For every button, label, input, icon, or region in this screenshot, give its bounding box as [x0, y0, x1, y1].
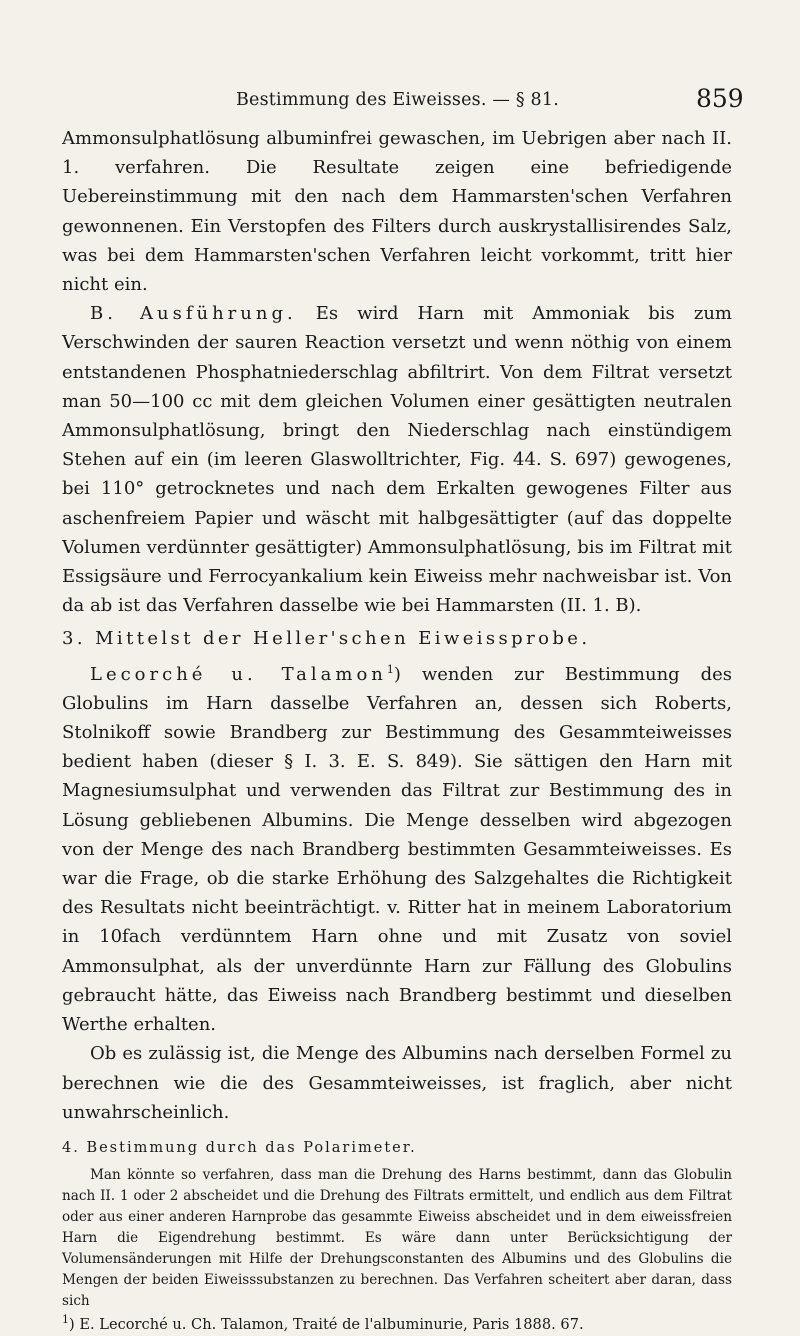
page-body: [62, 124, 732, 1336]
section-heading-3: 3. Mittelst der Heller'schen Eiweissprobe.: [62, 628, 591, 650]
paragraph-ausfuehrung: [62, 299, 732, 620]
paragraph-continuation: Ammonsulphatlösung albuminfrei gewaschen, im Uebrigen aber nach II. 1. verfahren. Die Resultate zeigen eine befriedigende Uebereinstimmung mit den nach dem Hammarsten'schen Verfahren gewonnenen. Ein Verstopfen des Filters durch auskrystallisirendes Salz, was bei dem Hammarsten'schen Verfahren leicht vorkommt, tritt hier nicht ein.: [62, 128, 732, 296]
footnote-text: ) E. Lecorché u. Ch. Talamon, Traité de l'albuminurie, Paris 1888. 67.: [69, 1315, 584, 1333]
author-names: Lecorché u. Talamon: [90, 663, 387, 685]
footnote: [62, 1314, 732, 1336]
paragraph-text: ) wenden zur Bestimmung des Globulins im Harn dasselbe Verfahren an, dessen sich Roberts, Stolnikoff sowie Brandberg zur Bestimmung des Gesammteiweisses bedient haben (dieser § I. 3. E. S. 849). Sie sättigen den Harn mit Magnesiumsulphat und verwenden das Filtrat zur Bestimmung des in Lösung gebliebenen Albumins. Die Menge desselben wird abgezogen von der Menge des nach Brandberg bestimmten Gesammteiweisses. Es war die Frage, ob die starke Erhöhung des Salzgehaltes die Richtigkeit des Resultats nicht beeinträchtigt. v. Ritter hat in meinem Laboratorium in 10fach verdünntem Harn ohne und mit Zusatz von soviel Ammonsulphat, als der unverdünnte Harn zur Fällung des Globulins gebraucht hätte, das Eiweiss nach Brandberg bestimmt und dieselben Werthe erhalten.: [62, 663, 732, 1036]
footnote-ref: 1: [386, 662, 394, 676]
subsection-label: B. Ausführung.: [90, 303, 297, 325]
page-number: 859: [696, 84, 744, 113]
paragraph-polarimeter: Man könnte so verfahren, dass man die Drehung des Harns bestimmt, dann das Globulin nach II. 1 oder 2 abscheidet und die Drehung des Filtrats ermittelt, und endlich aus dem Filtrat oder aus einer anderen Harnprobe das gesammte Eiweiss abscheidet und in dem eiweissfreien Harn die Eigendrehung bestimmt. Es wäre dann unter Berücksichtigung der Volumensänderungen mit Hilfe der Drehungsconstanten des Albumins und des Globulins die Mengen der beiden Eiweisssubstanzen zu berechnen. Das Verfahren scheitert aber daran, dass sich: [62, 1166, 732, 1309]
section-heading-4: 4. Bestimmung durch das Polarimeter.: [62, 1139, 417, 1156]
footnote-mark: 1: [62, 1313, 69, 1327]
running-head: Bestimmung des Eiweisses. — § 81.: [236, 90, 559, 110]
paragraph-text: Es wird Harn mit Ammoniak bis zum Verschwinden der sauren Reaction versetzt und wenn nöthig von einem entstandenen Phosphatniederschlag abfiltrirt. Von dem Filtrat versetzt man 50—100 cc mit dem gleichen Volumen einer gesättigten neutralen Ammonsulphatlösung, bringt den Niederschlag nach einstündigem Stehen auf ein (im leeren Glaswolltrichter, Fig. 44. S. 697) gewogenes, bei 110° getrocknetes und nach dem Erkalten gewogenes Filter aus aschenfreiem Papier und wäscht mit halbgesättigter (auf das doppelte Volumen verdünnter gesättigter) Ammonsulphatlösung, bis im Filtrat mit Essigsäure und Ferrocyankalium kein Eiweiss mehr nachweisbar ist. Von da ab ist das Verfahren dasselbe wie bei Hammarsten (II. 1. B).: [62, 303, 732, 617]
paragraph-lecorche: [62, 660, 732, 1040]
paragraph-albumin-formula: Ob es zulässig ist, die Menge des Albumins nach derselben Formel zu berechnen wie die des Gesammteiweisses, ist fraglich, aber nicht unwahrscheinlich.: [62, 1043, 732, 1123]
page-header: [0, 86, 800, 118]
